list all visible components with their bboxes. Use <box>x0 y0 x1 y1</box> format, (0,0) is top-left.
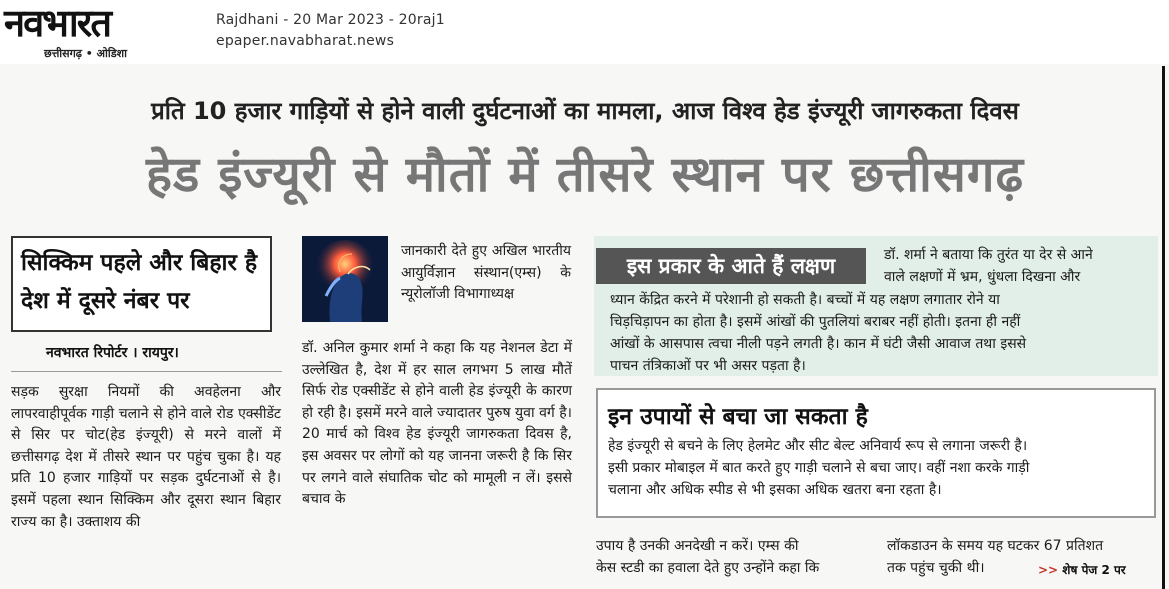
kicker-headline: प्रति 10 हजार गाड़ियों से होने वाली दुर्घटनाओं का मामला, आज विश्व हेड इंज्यूरी जागरुकता दिवस <box>151 97 1019 125</box>
sidebar-highlight-text: सिक्किम पहले और बिहार है देश में दूसरे नंबर पर <box>21 250 258 314</box>
continued-text: शेष पेज 2 पर <box>1062 563 1126 577</box>
symptoms-text-line: पाचन तंत्रिकाओं पर भी असर पड़ता है। <box>610 358 806 374</box>
prevention-heading: इन उपायों से बचा जा सकता है <box>608 404 868 430</box>
column-divider <box>1162 66 1165 589</box>
symptoms-heading: इस प्रकार के आते हैं लक्षण <box>596 248 866 284</box>
prevention-text-line: चलाना और अधिक स्पीड से भी इसका अधिक खतरा बना रहता है। <box>608 482 942 498</box>
prevention-text-line: हेड इंज्यूरी से बचने के लिए हेलमेट और सीट बेल्ट अनिवार्य रूप से लगाना जरूरी है। <box>608 438 1028 454</box>
prevention-text-line: इसी प्रकार मोबाइल में बात करते हुए गाड़ी चलाने से बचा जाए। वहीं नशा करके गाड़ी <box>608 460 1030 476</box>
symptoms-text-line: चिड़चिड़ापन का होता है। इसमें आंखों की पुतलियां बराबर नहीं होती। इतना ही नहीं <box>610 314 1021 330</box>
epaper-link[interactable]: epaper.navabharat.news <box>216 33 395 49</box>
masthead-bar <box>0 0 1169 62</box>
symptoms-text-line: आंखों के आसपास त्वचा नीली पड़ने लगती है। कान में घंटी जैसी आवाज तथा इससे <box>610 336 1027 352</box>
main-headline: हेड इंज्यूरी से मौतों में तीसरे स्थान पर छत्तीसगढ़ <box>145 146 1025 203</box>
newspaper-logo[interactable] <box>4 2 200 60</box>
symptoms-text-line: ध्यान केंद्रित करने में परेशानी हो सकती है। बच्चों में यह लक्षण लगातार रोने या <box>610 292 1000 308</box>
article-column-3-line: उपाय है उनकी अनदेखी न करें। एम्स की <box>596 538 799 554</box>
article-column-4-line: लॉकडाउन के समय यह घटकर 67 प्रतिशत <box>887 538 1104 554</box>
sidebar-highlight-box <box>11 236 272 332</box>
article-column-1: सड़क सुरक्षा नियमों की अवहेलना और लापरवाहीपूर्वक गाड़ी चलाने से होने वाले रोड एक्सीडेंट से सिर पर चोट(हेड इंज्यूरी) से मरने वालों में छत्तीसगढ़ देश में तीसरे स्थान पर पहुंच चुका है। यह प्रति 10 हजार गाड़ियों पर सड़क दुर्घटनाओं से है। इसमें पहला स्थान सिक्किम और दूसरा स्थान बिहार राज्य का है। उक्ताशय की <box>11 384 281 530</box>
double-chevron-icon: >> <box>1038 563 1059 577</box>
logo-text: नवभारत <box>4 0 110 45</box>
logo-editions: छत्तीसगढ़ • ओडिशा <box>44 47 127 60</box>
article-column-2: डॉ. अनिल कुमार शर्मा ने कहा कि यह नेशनल डेटा में उल्लेखित है, देश में हर साल लगभग 5 लाख मौतें सिर्फ रोड एक्सीडेंट से होने वाली हेड इंज्यूरी के कारण हो रही है। इसमें मरने वाले ज्यादातर पुरुष युवा वर्ग है। 20 मार्च को विश्व हेड इंज्यूरी जागरुकता दिवस है, इस अवसर पर लोगों को यह जानना जरूरी है कि सिर पर लगने वाले संघातिक चोट को मामूली न लें। इससे बचाव के <box>302 340 572 508</box>
head-injury-photo <box>302 236 388 322</box>
article-column-4-line: तक पहुंच चुकी थी। <box>887 560 985 576</box>
edition-info: Rajdhani - 20 Mar 2023 - 20raj1 <box>216 12 445 28</box>
symptoms-text-line: डॉ. शर्मा ने बताया कि तुरंत या देर से आने <box>884 247 1093 263</box>
byline-divider <box>11 371 282 372</box>
article-column-3-line: केस स्टडी का हवाला देते हुए उन्होंने कहा कि <box>596 560 820 576</box>
symptoms-text-line: वाले लक्षणों में भ्रम, धुंधला दिखना और <box>884 269 1081 285</box>
continued-on-page-link[interactable] <box>1038 561 1126 578</box>
article-column-2-intro: जानकारी देते हुए अखिल भारतीय आयुर्विज्ञान संस्थान(एम्स) के न्यूरोलॉजी विभागाध्यक्ष <box>401 243 571 303</box>
byline: नवभारत रिपोर्टर । रायपुर। <box>46 345 179 361</box>
